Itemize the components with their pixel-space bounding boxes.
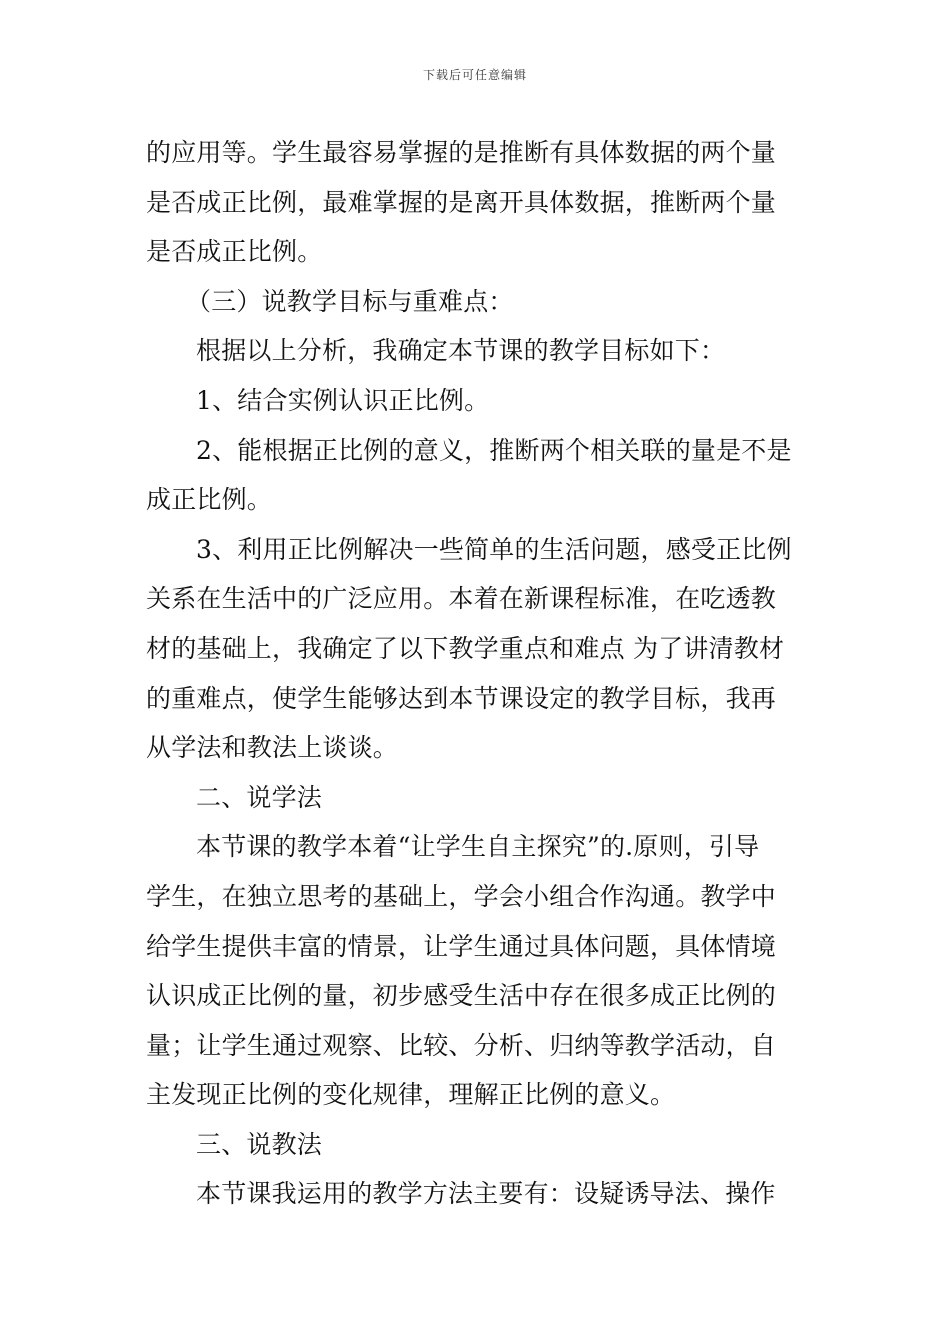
document-body (146, 128, 806, 1219)
text-line: 材的基础上，我确定了以下教学重点和难点 为了讲清教材 (146, 633, 785, 663)
text-line: 主发现正比例的变化规律，理解正比例的意义。 (146, 1080, 676, 1110)
text-line: 是否成正比例，最难掌握的是离开具体数据，推断两个量 (146, 187, 777, 217)
text-line: 从学法和教法上谈谈。 (146, 733, 399, 763)
page-header: 下载后可任意编辑 (422, 68, 527, 82)
text-line: 关系在生活中的广泛应用。本着在新课程标准，在吃透教 (146, 584, 777, 614)
text-line: 的重难点，使学生能够达到本节课设定的教学目标，我再 (146, 683, 777, 713)
text-line: 量；让学生通过观察、比较、分析、归纳等教学活动，自 (146, 1030, 777, 1060)
list-item: 2、能根据正比例的意义，推断两个相关联的量是不是 (196, 435, 792, 465)
text-line: 认识成正比例的量，初步感受生活中存在很多成正比例的 (146, 981, 777, 1011)
text-line: 本节课的教学本着“让学生自主探究”的.原则，引导 (196, 832, 760, 862)
section-heading: 三、说教法 (196, 1129, 323, 1159)
text-line: 给学生提供丰富的情景，让学生通过具体问题，具体情境 (146, 931, 777, 961)
list-item: 1、结合实例认识正比例。 (196, 385, 490, 415)
text-line: 的应用等。学生最容易掌握的是推断有具体数据的两个量 (146, 138, 777, 167)
text-line: 本节课我运用的教学方法主要有：设疑诱导法、操作 (196, 1179, 776, 1209)
list-item: 3、利用正比例解决一些简单的生活问题，感受正比例 (196, 534, 792, 564)
text-line: 成正比例。 (146, 485, 273, 515)
section-heading: （三）说教学目标与重难点： (186, 286, 514, 316)
text-line: 根据以上分析，我确定本节课的教学目标如下： (196, 336, 726, 366)
text-line: 学生，在独立思考的基础上，学会小组合作沟通。教学中 (146, 881, 777, 911)
text-line: 是否成正比例。 (146, 237, 323, 267)
section-heading: 二、说学法 (196, 782, 323, 812)
